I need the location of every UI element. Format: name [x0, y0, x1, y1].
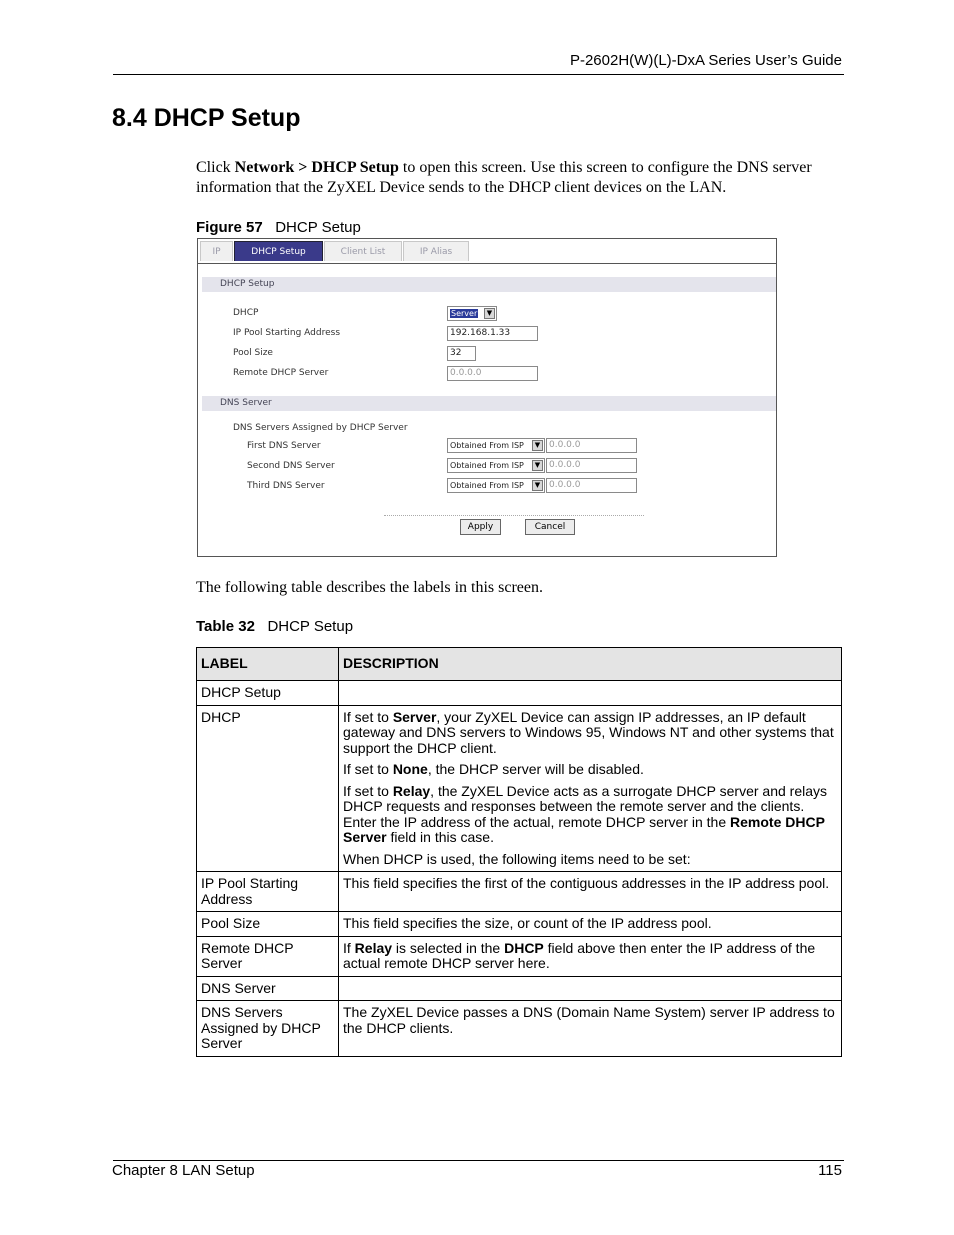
tab-client-list[interactable]: Client List: [324, 241, 402, 261]
table-header-row: [197, 648, 842, 681]
chevron-down-icon: ▼: [484, 308, 495, 319]
table-row: Pool Size This field specifies the size, or count of the IP address pool.: [197, 912, 842, 937]
header-label: LABEL: [197, 648, 339, 681]
second-dns-label: Second DNS Server: [247, 461, 335, 471]
dns-section-header: DNS Server: [202, 396, 776, 411]
menu-path: Network > DHCP Setup: [234, 159, 399, 176]
table-row: Remote DHCP Server If Relay is selected in the DHCP field above then enter the IP address of the actual remote DHCP server here.: [197, 936, 842, 976]
remote-dhcp-input[interactable]: 0.0.0.0: [447, 366, 538, 381]
remote-dhcp-label: Remote DHCP Server: [233, 368, 329, 378]
dns-assigned-label: DNS Servers Assigned by DHCP Server: [233, 423, 408, 433]
table-row: DHCP Setup: [197, 681, 842, 706]
table-row: DNS Servers Assigned by DHCP Server The ZyXEL Device passes a DNS (Domain Name System) server IP address to the DHCP clients.: [197, 1001, 842, 1057]
pool-start-label: IP Pool Starting Address: [233, 328, 341, 338]
table-caption: Table 32 DHCP Setup: [196, 618, 354, 635]
first-dns-label: First DNS Server: [247, 441, 321, 451]
table-row: DHCP If set to Server, your ZyXEL Device can assign IP addresses, an IP default gateway and DNS servers to Windows 95, Windows NT and other systems that support the DHCP client. If set to None, the DHCP server will be disabled. If set to Relay, the ZyXEL Device acts as a surrogate DHCP server and relays DHCP requests and responses between the remote server and the clients. Enter the IP address of the actual, remote DHCP server in the Remote DHCP Server field in this case. When DHCP is used, the following items need to be set:: [197, 705, 842, 872]
apply-button[interactable]: Apply: [460, 519, 501, 535]
dhcp-setup-screenshot: [197, 238, 777, 557]
following-text: The following table describes the labels in this screen.: [196, 579, 544, 596]
guide-title: P-2602H(W)(L)-DxA Series User’s Guide: [569, 52, 842, 69]
pool-size-input[interactable]: 32: [447, 346, 476, 361]
footer-chapter: Chapter 8 LAN Setup: [112, 1162, 255, 1179]
third-dns-ip-input[interactable]: 0.0.0.0: [546, 478, 637, 493]
header-description: DESCRIPTION: [339, 648, 842, 681]
pool-start-input[interactable]: 192.168.1.33: [447, 326, 538, 341]
footer-page-number: 115: [818, 1162, 842, 1179]
labels-table: [196, 647, 842, 1057]
intro-paragraph: Click Network > DHCP Setup to open this screen. Use this screen to configure the DNS server information that the ZyXEL Device sends to the DHCP client devices on the LAN.: [196, 159, 812, 196]
tab-bar: [198, 241, 776, 262]
chevron-down-icon: ▼: [532, 460, 543, 471]
pool-size-label: Pool Size: [233, 348, 273, 358]
tab-ip-alias[interactable]: IP Alias: [403, 241, 469, 261]
figure-caption: Figure 57 DHCP Setup: [196, 219, 361, 236]
tab-ip[interactable]: IP: [200, 241, 233, 261]
dhcp-select[interactable]: Server ▼: [447, 306, 497, 321]
section-title: 8.4 DHCP Setup: [112, 104, 301, 132]
footer-rule: [113, 1160, 844, 1161]
chevron-down-icon: ▼: [532, 480, 543, 491]
second-dns-mode-select[interactable]: Obtained From ISP ▼: [447, 458, 545, 473]
first-dns-mode-select[interactable]: Obtained From ISP ▼: [447, 438, 545, 453]
chevron-down-icon: ▼: [532, 440, 543, 451]
tab-dhcp-setup[interactable]: DHCP Setup: [234, 241, 323, 261]
second-dns-ip-input[interactable]: 0.0.0.0: [546, 458, 637, 473]
third-dns-label: Third DNS Server: [247, 481, 325, 491]
table-row: DNS Server: [197, 976, 842, 1001]
first-dns-ip-input[interactable]: 0.0.0.0: [546, 438, 637, 453]
dhcp-section-header: DHCP Setup: [202, 277, 776, 292]
dhcp-label: DHCP: [233, 308, 259, 318]
cancel-button[interactable]: Cancel: [525, 519, 575, 535]
third-dns-mode-select[interactable]: Obtained From ISP ▼: [447, 478, 545, 493]
dotted-divider: [384, 515, 644, 516]
header-rule: [113, 74, 844, 75]
table-row: IP Pool Starting Address This field specifies the first of the contiguous addresses in the IP address pool.: [197, 872, 842, 912]
